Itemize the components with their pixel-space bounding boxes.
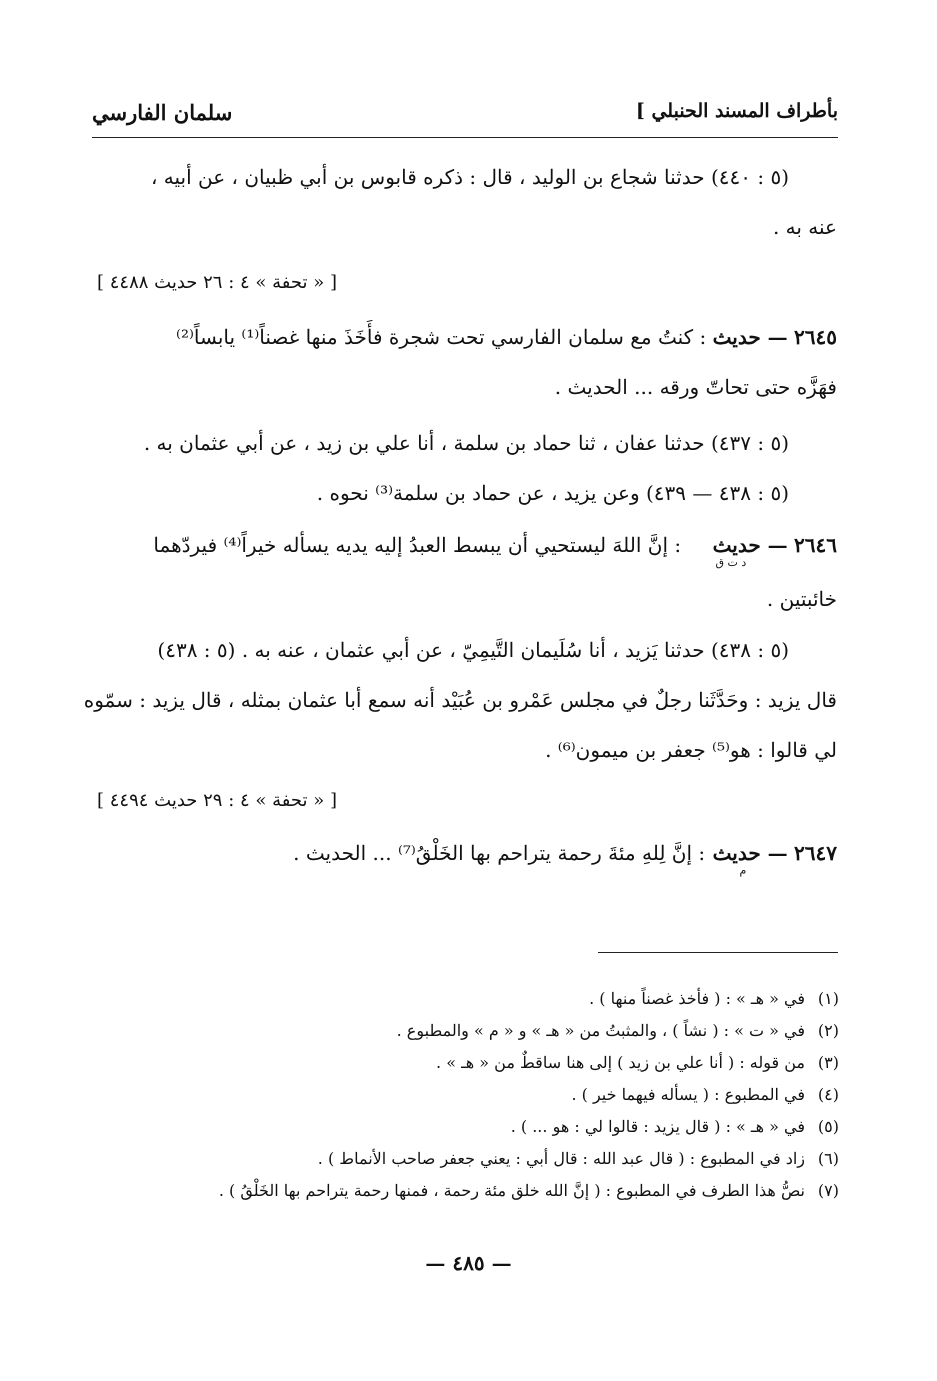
hadith-line xyxy=(97,828,837,882)
page-header xyxy=(92,100,838,136)
hadith-label: — حديث xyxy=(712,841,788,865)
footnote-marker: (٤) xyxy=(817,1085,839,1104)
footnote-item xyxy=(94,1111,839,1143)
footnote-marker: (١) xyxy=(817,989,839,1008)
hadith-text: : كنتُ مع سلمان الفارسي تحت شجرة فأَخَذَ منها غصناً⁽¹⁾ يابساً⁽²⁾ xyxy=(176,325,707,349)
source-codes: م xyxy=(739,864,747,877)
page-number: — ٤٨٥ — xyxy=(425,1251,512,1275)
text-line: قال يزيد : وحَدَّثَنا رجلٌ في مجلس عَمْرو بن عُبَيْد أنه سمع أبا عثمان بمثله ، قال يزيد : سمّوه xyxy=(83,688,837,712)
footnote-item xyxy=(94,1079,839,1111)
header-divider xyxy=(92,137,838,138)
footnote-item xyxy=(94,1015,839,1047)
footnote-text: زاد في المطبوع : ( قال عبد الله : قال أبي : يعني جعفر صاحب الأنماط ) . xyxy=(317,1149,805,1168)
hadith-2646 xyxy=(97,520,837,624)
source-codes: د ت ق xyxy=(715,556,747,569)
hadith-line: فهَزَّه حتى تحاتّ ورقه ... الحديث . xyxy=(554,375,837,399)
footnote-text: نصُّ هذا الطرف في المطبوع : ( إنَّ الله خلق مئة رحمة ، فمنها رحمة يتراحم بها الخَلْقُ ) . xyxy=(218,1181,805,1200)
isnad-paragraph-438 xyxy=(49,625,837,775)
footnote-marker: (٢) xyxy=(817,1021,839,1040)
footnote-divider xyxy=(598,952,838,953)
footnote-text: في « ت » : ( نشاً ) ، والمثبتُ من « هـ » و « م » والمطبوع . xyxy=(396,1021,805,1040)
footnote-marker: (٥) xyxy=(817,1117,839,1136)
hadith-line xyxy=(97,520,837,574)
hadith-number: ٢٦٤٧ xyxy=(794,841,837,865)
tuhfa-reference xyxy=(97,790,837,811)
footnote-item xyxy=(94,1143,839,1175)
text-line: عنه به . xyxy=(772,215,837,239)
hadith-2647 xyxy=(97,828,837,882)
hadith-text: : إنَّ اللهَ ليستحيي أن يبسط العبدُ إليه يديه يسأله خيراً⁽⁴⁾ فيردّهما xyxy=(153,533,682,557)
footnote-item xyxy=(94,1047,839,1079)
hadith-text: : إنَّ لِلهِ مئةَ رحمة يتراحم بها الخَلْقُ⁽⁷⁾ ... الحديث . xyxy=(293,841,706,865)
footnote-item xyxy=(94,1175,839,1207)
tuhfa-reference xyxy=(97,272,837,293)
footnote-marker: (٧) xyxy=(817,1181,839,1200)
footnote-marker: (٣) xyxy=(817,1053,839,1072)
footnote-text: في المطبوع : ( يسأله فيهما خير ) . xyxy=(571,1085,805,1104)
isnad-paragraph-440 xyxy=(49,152,837,252)
text-line: (٥ : ٤٣٨ — ٤٣٩) وعن يزيد ، عن حماد بن سلمة⁽³⁾ نحوه . xyxy=(316,481,789,505)
footnote-text: من قوله : ( أنا علي بن زيد ) إلى هنا ساقطٌ من « هـ » . xyxy=(436,1053,805,1072)
tuhfa-reference-text: [ « تحفة » ٤ : ٢٦ حديث ٤٤٨٨ ] xyxy=(97,272,337,293)
book-title: بأطراف المسند الحنبلي ] xyxy=(635,100,838,122)
text-line: لي قالوا : هو⁽⁵⁾ جعفر بن ميمون⁽⁶⁾ . xyxy=(545,738,837,762)
isnad-paragraph-437 xyxy=(49,418,837,518)
footnote-marker: (٦) xyxy=(817,1149,839,1168)
text-line: (٥ : ٤٣٨) حدثنا يَزيد ، أنا سُلَيمان التَّيمِيّ ، عن أبي عثمان ، عنه به . (٥ : ٤٣٨) xyxy=(157,638,789,662)
footnote-text: في « هـ » : ( قال يزيد : قالوا لي : هو ... ) . xyxy=(510,1117,805,1136)
section-title: سلمان الفارسي xyxy=(92,100,233,125)
hadith-number: ٢٦٤٥ xyxy=(794,325,837,349)
hadith-line: خائبتين . xyxy=(766,587,837,611)
hadith-label: — حديث xyxy=(712,533,788,557)
footnote-list xyxy=(94,983,839,1207)
hadith-label: — حديث xyxy=(712,325,788,349)
hadith-line xyxy=(97,312,837,362)
tuhfa-reference-text: [ « تحفة » ٤ : ٢٩ حديث ٤٤٩٤ ] xyxy=(97,790,337,811)
text-line: (٥ : ٤٣٧) حدثنا عفان ، ثنا حماد بن سلمة ، أنا علي بن زيد ، عن أبي عثمان به . xyxy=(143,431,789,455)
text-line: (٥ : ٤٤٠) حدثنا شجاع بن الوليد ، قال : ذكره قابوس بن أبي ظبيان ، عن أبيه ، xyxy=(150,165,789,189)
footnote-item xyxy=(94,983,839,1015)
footnote-text: في « هـ » : ( فأخذ غصناً منها ) . xyxy=(589,989,805,1008)
hadith-2645 xyxy=(97,312,837,412)
hadith-number: ٢٦٤٦ xyxy=(794,533,837,557)
